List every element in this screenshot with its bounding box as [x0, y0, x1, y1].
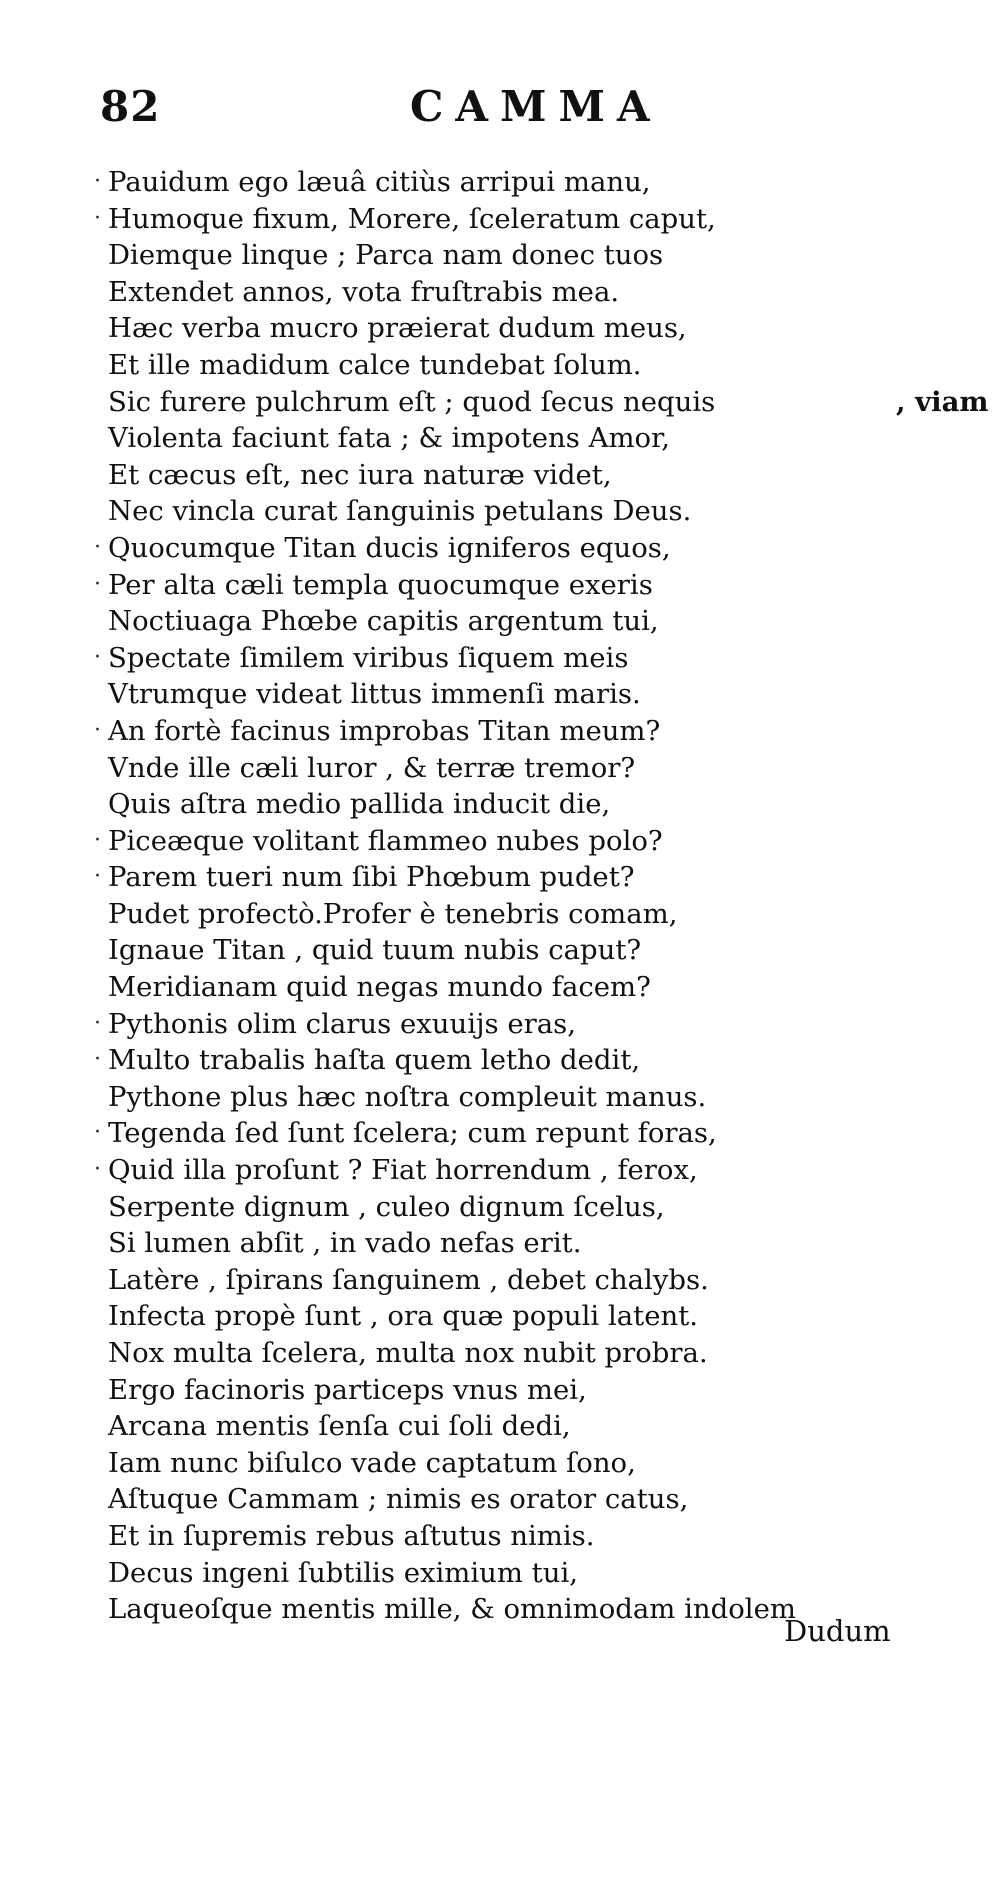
verse-line — [94, 823, 928, 860]
verse-text: Quis aſtra medio pallida inducit die, — [108, 788, 611, 821]
verse-body — [94, 164, 989, 1628]
verse-text: Quid illa proſunt ? Fiat horrendum , ferox, — [108, 1154, 698, 1187]
verse-text: Humoque fixum, Morere, ſceleratum caput, — [108, 202, 716, 235]
verse-line — [94, 201, 928, 238]
verse-text: Pauidum ego læuâ citiùs arripui manu, — [108, 166, 651, 198]
verse-text: Infecta propè ſunt , ora quæ populi latent. — [108, 1300, 698, 1333]
verse-line — [108, 676, 928, 713]
verse-text: Hæc verba mucro præierat dudum meus, — [108, 312, 687, 345]
verse-text: Meridianam quid negas mundo facem? — [108, 971, 651, 1004]
verse-line — [94, 164, 928, 201]
line-marker: · — [94, 1010, 101, 1036]
verse-line — [108, 969, 928, 1006]
verse-text: Parem tueri num ſibi Phœbum pudet? — [108, 861, 635, 894]
verse-line — [108, 237, 928, 274]
line-marker: · — [94, 827, 101, 853]
verse-text: Decus ingeni ſubtilis eximium tui, — [108, 1556, 578, 1589]
verse-text: Extendet annos, vota fruſtrabis mea. — [108, 275, 620, 308]
verse-text: Laqueoſque mentis mille, & omnimodam indolem — [108, 1593, 796, 1626]
page-number: 82 — [100, 82, 161, 131]
line-marker: · — [94, 534, 101, 560]
verse-text: Ignaue Titan , quid tuum nubis caput? — [108, 934, 642, 967]
verse-text: Vtrumque videat littus immenſi maris. — [108, 678, 641, 711]
line-marker: · — [94, 169, 101, 194]
verse-line — [108, 274, 928, 311]
verse-text: Diemque linque ; Parca nam donec tuos — [108, 239, 664, 272]
verse-text: Et in ſupremis rebus aſtutus nimis. — [108, 1519, 595, 1552]
verse-line — [94, 530, 928, 567]
verse-text: Tegenda ſed ſunt ſcelera; cum repunt foras, — [108, 1117, 717, 1150]
verse-text: Nec vincla curat ſanguinis petulans Deus. — [108, 495, 692, 528]
verse-line — [108, 310, 928, 347]
verse-line — [108, 786, 928, 823]
verse-text: Pythonis olim clarus exuuijs eras, — [108, 1007, 577, 1040]
verse-text: Ergo facinoris particeps vnus mei, — [108, 1373, 587, 1406]
line-marker: · — [94, 717, 101, 743]
verse-text: Et cæcus eſt, nec iura naturæ videt, — [108, 458, 612, 491]
verse-text: Violenta faciunt fata ; & impotens Amor, — [108, 422, 670, 455]
line-marker: · — [94, 1047, 101, 1073]
verse-text: Latère , ſpirans ſanguinem , debet chalybs. — [108, 1263, 709, 1296]
verse-line — [108, 420, 928, 457]
line-marker: · — [94, 205, 101, 231]
verse-text: Noctiuaga Phœbe capitis argentum tui, — [108, 605, 659, 638]
verse-text: Serpente dignum , culeo dignum ſcelus, — [108, 1190, 665, 1223]
verse-text: Pudet profectò.Profer è tenebris comam, — [108, 897, 678, 930]
verse-line — [108, 1189, 928, 1226]
running-title: CAMMA — [410, 82, 662, 131]
verse-line — [94, 640, 928, 677]
verse-line — [108, 1335, 928, 1372]
verse-text: Pythone plus hæc noſtra compleuit manus. — [108, 1080, 707, 1113]
verse-text: Per alta cæli templa quocumque exeris — [108, 568, 653, 601]
verse-line — [108, 347, 928, 384]
verse-line — [108, 1408, 928, 1445]
verse-line — [108, 1262, 928, 1299]
verse-line — [108, 493, 928, 530]
verse-text: Vnde ille cæli luror , & terræ tremor? — [108, 751, 636, 784]
verse-text: Piceæque volitant flammeo nubes polo? — [108, 824, 663, 857]
verse-line — [108, 1372, 928, 1409]
verse-text: Multo trabalis haſta quem letho dedit, — [108, 1044, 641, 1077]
verse-line — [94, 1115, 928, 1152]
verse-line — [108, 932, 928, 969]
verse-line — [94, 1152, 928, 1189]
verse-line — [108, 1079, 928, 1116]
verse-text: Et ille madidum calce tundebat ſolum. — [108, 348, 642, 381]
line-marker: · — [94, 571, 101, 597]
verse-line — [108, 1225, 928, 1262]
verse-text: Si lumen abſit , in vado nefas erit. — [108, 1227, 582, 1260]
verse-line — [94, 859, 928, 896]
verse-line — [108, 896, 928, 933]
verse-text: Arcana mentis ſenſa cui ſoli dedi, — [108, 1410, 571, 1443]
verse-text: Spectate ſimilem viribus ſiquem meis — [108, 641, 629, 674]
verse-text: Sic furere pulchrum eſt ; quod ſecus nequis — [108, 385, 716, 418]
line-marker: · — [94, 1120, 101, 1146]
verse-line — [94, 713, 928, 750]
verse-line — [108, 1445, 928, 1482]
verse-line — [108, 603, 928, 640]
verse-text: Iam nunc biſulco vade captatum ſono, — [108, 1446, 636, 1479]
overflow-word: , viam — [896, 385, 989, 418]
verse-line — [108, 384, 989, 421]
verse-line — [108, 1298, 928, 1335]
verse-text: Aſtuque Cammam ; nimis es orator catus, — [108, 1483, 689, 1516]
verse-line — [108, 750, 928, 787]
line-marker: · — [94, 864, 101, 890]
catchword: Dudum — [784, 1614, 891, 1648]
verse-line — [108, 457, 928, 494]
line-marker: · — [94, 1157, 101, 1183]
verse-text: An fortè facinus improbas Titan meum? — [108, 714, 661, 747]
line-marker: · — [94, 644, 101, 670]
verse-line — [94, 1042, 928, 1079]
verse-text: Quocumque Titan ducis igniferos equos, — [108, 531, 671, 564]
verse-line — [94, 567, 928, 604]
verse-line — [108, 1555, 928, 1592]
page-header — [100, 82, 660, 142]
verse-line — [108, 1518, 928, 1555]
verse-line — [108, 1481, 928, 1518]
verse-text: Nox multa ſcelera, multa nox nubit probra. — [108, 1337, 708, 1369]
verse-line — [94, 1006, 928, 1043]
